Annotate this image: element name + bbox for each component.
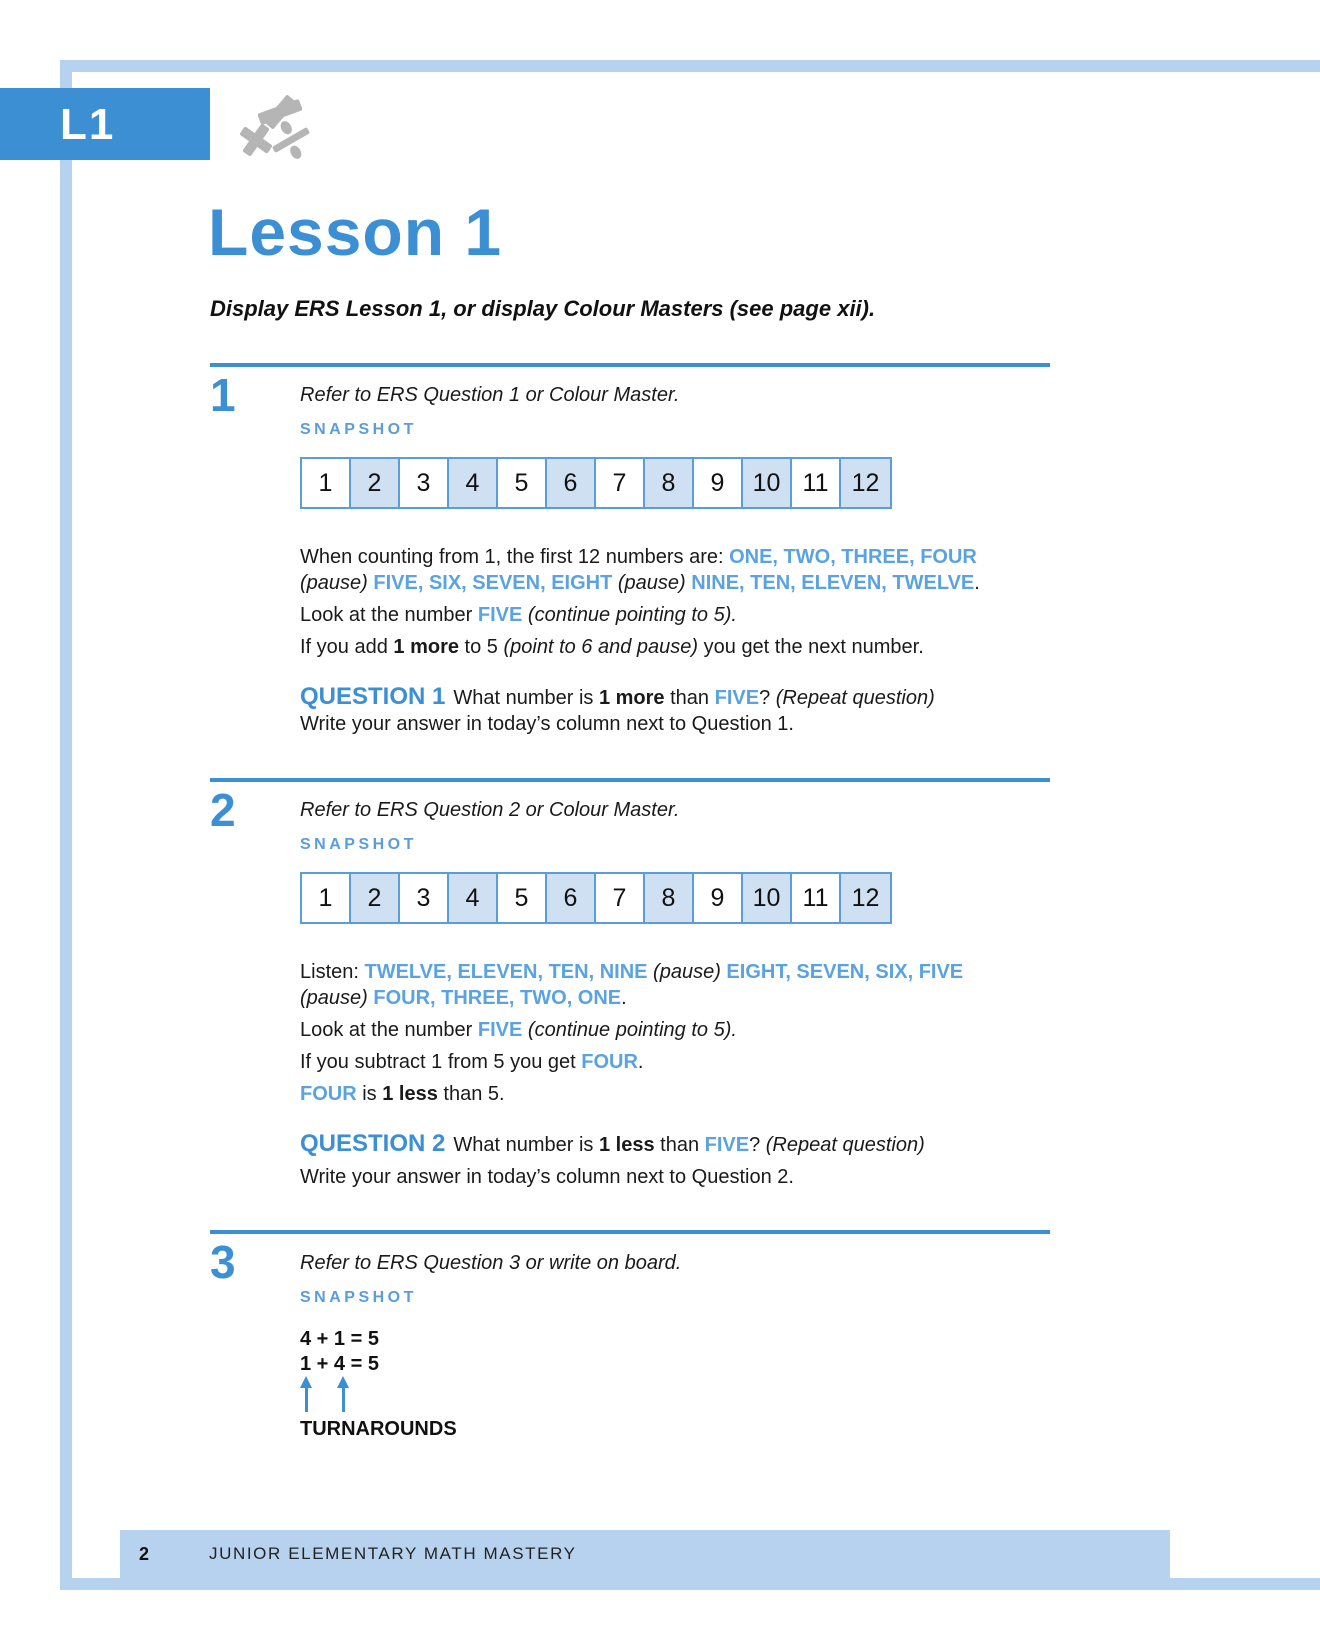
highlight-text: FOUR, THREE, TWO, ONE (373, 987, 622, 1009)
section-1-divider (210, 363, 1050, 367)
answer-instruction: Write your answer in today’s column next to Question 2. (300, 1166, 794, 1188)
number-cell: 4 (449, 874, 498, 922)
page-frame-left (60, 60, 72, 1590)
number-cell: 3 (400, 874, 449, 922)
text: If you add (300, 636, 394, 658)
text: than (654, 1134, 705, 1156)
note: (continue pointing to 5). (527, 604, 737, 626)
arrow-up-icon (342, 1386, 345, 1412)
turnarounds-caption: TURNAROUNDS (300, 1418, 457, 1440)
section-3-divider (210, 1230, 1050, 1234)
text: What number is (453, 1134, 599, 1156)
highlight-text: FIVE (477, 604, 523, 626)
text: What number is (453, 687, 599, 709)
number-cell: 5 (498, 459, 547, 507)
number-cell: 9 (694, 874, 743, 922)
pause-note: (pause) (653, 961, 721, 983)
section-2-refer: Refer to ERS Question 2 or Colour Master. (300, 799, 680, 821)
text: ? (749, 1134, 766, 1156)
page-number: 2 (139, 1544, 150, 1564)
lesson-tab (0, 88, 210, 160)
text: . (974, 572, 980, 594)
number-cell: 12 (841, 459, 890, 507)
highlight-text: FOUR (581, 1051, 638, 1073)
text: . (621, 987, 627, 1009)
note: (Repeat question) (775, 687, 935, 709)
highlight-text: TWELVE, ELEVEN, TEN, NINE (364, 961, 648, 983)
section-1-number-line (300, 457, 892, 509)
answer-instruction: Write your answer in today’s column next to Question 1. (300, 713, 794, 735)
text: to 5 (459, 636, 504, 658)
number-cell: 6 (547, 874, 596, 922)
book-title: JUNIOR ELEMENTARY MATH MASTERY (209, 1544, 577, 1563)
number-cell: 7 (596, 459, 645, 507)
number-cell: 9 (694, 459, 743, 507)
number-cell: 8 (645, 459, 694, 507)
note: (point to 6 and pause) (503, 636, 699, 658)
question-2 (300, 1131, 1040, 1190)
section-3-number: 3 (210, 1236, 236, 1288)
section-2-less-text (300, 1081, 1040, 1107)
text: When counting from 1, the first 12 numbers are: (300, 546, 730, 568)
highlight-text: FIVE (477, 1019, 523, 1041)
number-cell: 4 (449, 459, 498, 507)
section-2-snapshot-label: SNAPSHOT (300, 836, 417, 853)
section-2-look-text (300, 1017, 1040, 1043)
pause-note: (pause) (300, 572, 368, 594)
text: is (356, 1083, 383, 1105)
highlight-text: NINE, TEN, ELEVEN, TWELVE (691, 572, 975, 594)
section-2-listen-text (300, 959, 1040, 1011)
section-3-refer: Refer to ERS Question 3 or write on board. (300, 1252, 682, 1274)
intro-instruction: Display ERS Lesson 1, or display Colour Masters (see page xii). (210, 296, 876, 321)
page-frame-top (60, 60, 1320, 72)
text: Look at the number (300, 1019, 478, 1041)
pause-note: (pause) (617, 572, 686, 594)
question-1 (300, 684, 1040, 737)
note: (Repeat question) (765, 1134, 925, 1156)
number-cell: 1 (302, 874, 351, 922)
number-cell: 11 (792, 874, 841, 922)
text: Listen: (300, 961, 365, 983)
section-1-refer: Refer to ERS Question 1 or Colour Master. (300, 384, 680, 406)
highlight-text: FIVE, SIX, SEVEN, EIGHT (373, 572, 613, 594)
section-2-divider (210, 778, 1050, 782)
question-label: QUESTION 2 (300, 1130, 446, 1157)
question-label: QUESTION 1 (300, 683, 446, 710)
number-cell: 5 (498, 874, 547, 922)
bold-text: 1 more (393, 636, 459, 658)
highlight-text: ONE, TWO, THREE, FOUR (729, 546, 977, 568)
highlight-text: FIVE (714, 687, 760, 709)
page-title: Lesson 1 (208, 195, 503, 269)
number-cell: 10 (743, 874, 792, 922)
highlight-text: FOUR (300, 1083, 357, 1105)
section-1-add-text (300, 634, 1040, 660)
section-3-snapshot-label: SNAPSHOT (300, 1289, 417, 1306)
section-1-look-text (300, 602, 1040, 628)
number-cell: 10 (743, 459, 792, 507)
text: If you subtract 1 from 5 you get (300, 1051, 582, 1073)
math-operations-icon (236, 92, 316, 164)
text: . (637, 1051, 644, 1073)
text: than 5. (437, 1083, 505, 1105)
text: you get the next number. (698, 636, 924, 658)
number-cell: 6 (547, 459, 596, 507)
section-1-snapshot-label: SNAPSHOT (300, 421, 417, 438)
arrow-up-icon (305, 1386, 308, 1412)
number-cell: 12 (841, 874, 890, 922)
text: ? (759, 687, 776, 709)
bold-text: 1 less (382, 1083, 438, 1105)
section-1-number: 1 (210, 369, 236, 421)
pause-note: (pause) (300, 987, 368, 1009)
section-2-number-line (300, 872, 892, 924)
note: (continue pointing to 5). (527, 1019, 737, 1041)
bold-text: 1 less (598, 1134, 655, 1156)
highlight-text: EIGHT, SEVEN, SIX, FIVE (726, 961, 964, 983)
bold-text: 1 more (598, 687, 665, 709)
equation-1: 4 + 1 = 5 (300, 1328, 379, 1350)
highlight-text: FIVE (704, 1134, 750, 1156)
text: than (664, 687, 715, 709)
number-cell: 1 (302, 459, 351, 507)
section-2-subtract-text (300, 1049, 1040, 1075)
section-1-counting-text (300, 544, 1040, 596)
number-cell: 2 (351, 459, 400, 507)
page-frame-bottom (60, 1578, 1320, 1590)
equation-2: 1 + 4 = 5 (300, 1353, 379, 1375)
lesson-tab-label: L1 (60, 100, 116, 149)
section-2-number: 2 (210, 784, 236, 836)
page-footer (120, 1530, 1170, 1578)
number-cell: 11 (792, 459, 841, 507)
number-cell: 3 (400, 459, 449, 507)
number-cell: 2 (351, 874, 400, 922)
text: Look at the number (300, 604, 478, 626)
number-cell: 7 (596, 874, 645, 922)
number-cell: 8 (645, 874, 694, 922)
